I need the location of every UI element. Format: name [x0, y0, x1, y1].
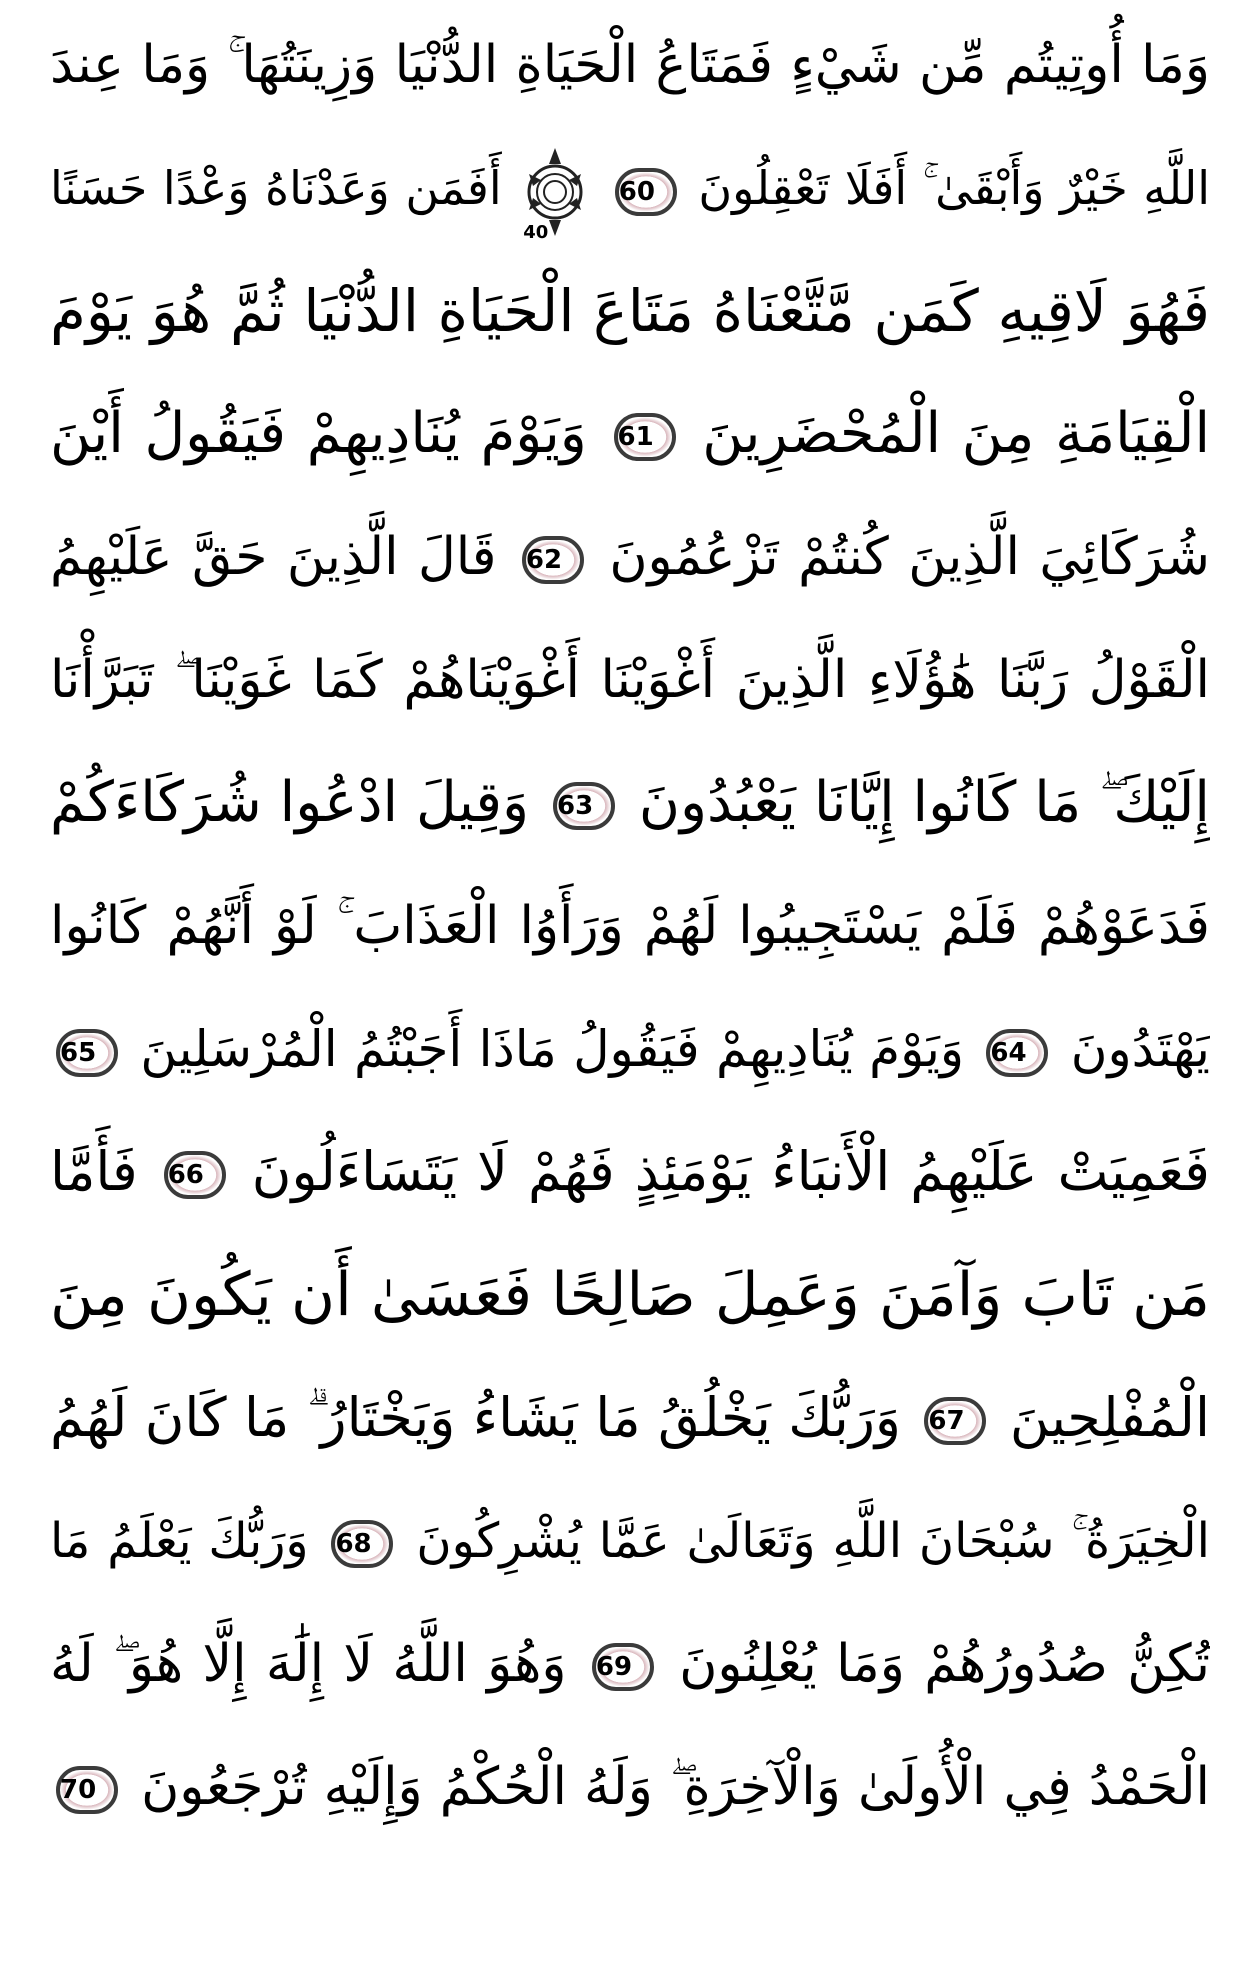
verse-text: وَيَوْمَ يُنَادِيهِمْ فَيَقُولُ مَاذَا أَجَبْتُمُ الْمُرْسَلِينَ	[140, 1020, 965, 1078]
verse-text: الْقَوْلُ رَبَّنَا هَٰؤُلَاءِ الَّذِينَ أَغْوَيْنَا أَغْوَيْنَاهُمْ كَمَا غَوَيْنَا ۖ تَبَرَّأْنَا	[50, 650, 1210, 710]
verse-text: فَأَمَّا	[50, 1140, 138, 1203]
ayah-number-marker: 65	[56, 1029, 118, 1077]
verse-text: أَفَمَن وَعَدْنَاهُ وَعْدًا حَسَنًا	[50, 161, 502, 215]
ayah-number-marker: 68	[331, 1520, 393, 1568]
text-line-9	[50, 994, 1210, 1104]
ayah-number-marker: 64	[986, 1029, 1048, 1077]
verse-text: اللَّهِ خَيْرٌ وَأَبْقَىٰ ۚ أَفَلَا تَعْقِلُونَ	[698, 161, 1210, 215]
verse-text: وَمَا أُوتِيتُم مِّن شَيْءٍ فَمَتَاعُ الْحَيَاةِ الدُّنْيَا وَزِينَتُهَا ۚ وَمَا عِندَ	[50, 35, 1210, 95]
verse-text: فَعَمِيَتْ عَلَيْهِمُ الْأَنبَاءُ يَوْمَئِذٍ فَهُمْ لَا يَتَسَاءَلُونَ	[251, 1140, 1210, 1203]
text-line-8	[50, 871, 1210, 981]
text-line-10	[50, 1117, 1210, 1227]
verse-text: إِلَيْكَ ۖ مَا كَانُوا إِيَّانَا يَعْبُدُونَ	[638, 770, 1210, 835]
ayah-number-marker: 66	[164, 1151, 226, 1199]
text-line-13	[50, 1486, 1210, 1596]
juz-number: 40	[523, 221, 549, 243]
verse-text: شُرَكَائِيَ الَّذِينَ كُنتُمْ تَزْعُمُونَ	[609, 527, 1210, 587]
text-line-6	[50, 625, 1210, 735]
text-line-1	[50, 10, 1210, 120]
text-line-15	[50, 1732, 1210, 1842]
ayah-number-marker: 62	[522, 536, 584, 584]
verse-text: الْحَمْدُ فِي الْأُولَىٰ وَالْآخِرَةِ ۖ وَلَهُ الْحُكْمُ وَإِلَيْهِ تُرْجَعُونَ	[141, 1757, 1210, 1817]
ayah-number-marker: 61	[614, 413, 676, 461]
verse-text: وَرَبُّكَ يَعْلَمُ مَا	[50, 1513, 309, 1569]
verse-text: مَن تَابَ وَآمَنَ وَعَمِلَ صَالِحًا فَعَسَىٰ أَن يَكُونَ مِنَ	[50, 1260, 1210, 1330]
text-line-4	[50, 379, 1210, 489]
verse-text: الْخِيَرَةُ ۚ سُبْحَانَ اللَّهِ وَتَعَالَىٰ عَمَّا يُشْرِكُونَ	[416, 1513, 1210, 1569]
verse-text: فَهُوَ لَاقِيهِ كَمَن مَّتَّعْنَاهُ مَتَاعَ الْحَيَاةِ الدُّنْيَا ثُمَّ هُوَ يَوْمَ	[50, 277, 1210, 345]
juz-rosette-icon	[523, 144, 587, 243]
verse-text: قَالَ الَّذِينَ حَقَّ عَلَيْهِمُ	[50, 527, 497, 587]
ayah-number-marker: 67	[924, 1397, 986, 1445]
text-line-11	[50, 1240, 1210, 1350]
verse-text: الْقِيَامَةِ مِنَ الْمُحْضَرِينَ	[702, 401, 1210, 466]
verse-text: وَرَبُّكَ يَخْلُقُ مَا يَشَاءُ وَيَخْتَارُ ۗ مَا كَانَ لَهُمُ	[50, 1386, 901, 1449]
verse-text: وَقِيلَ ادْعُوا شُرَكَاءَكُمْ	[50, 770, 530, 835]
text-line-12	[50, 1363, 1210, 1473]
text-line-5	[50, 502, 1210, 612]
verse-text: وَهُوَ اللَّهُ لَا إِلَٰهَ إِلَّا هُوَ ۖ لَهُ	[50, 1634, 567, 1694]
text-line-3	[50, 256, 1210, 366]
verse-text: يَهْتَدُونَ	[1070, 1020, 1210, 1078]
text-line-2	[50, 133, 1210, 243]
ayah-number-marker: 70	[56, 1766, 118, 1814]
ayah-number-marker: 60	[615, 168, 677, 216]
verse-text: فَدَعَوْهُمْ فَلَمْ يَسْتَجِيبُوا لَهُمْ وَرَأَوُا الْعَذَابَ ۚ لَوْ أَنَّهُمْ كَانُوا	[50, 896, 1210, 956]
verse-text: تُكِنُّ صُدُورُهُمْ وَمَا يُعْلِنُونَ	[679, 1634, 1210, 1694]
verse-text: وَيَوْمَ يُنَادِيهِمْ فَيَقُولُ أَيْنَ	[50, 401, 587, 466]
text-line-7	[50, 748, 1210, 858]
text-line-14	[50, 1609, 1210, 1719]
verse-text: الْمُفْلِحِينَ	[1009, 1386, 1210, 1449]
ayah-number-marker: 63	[553, 782, 615, 830]
ayah-number-marker: 69	[592, 1643, 654, 1691]
